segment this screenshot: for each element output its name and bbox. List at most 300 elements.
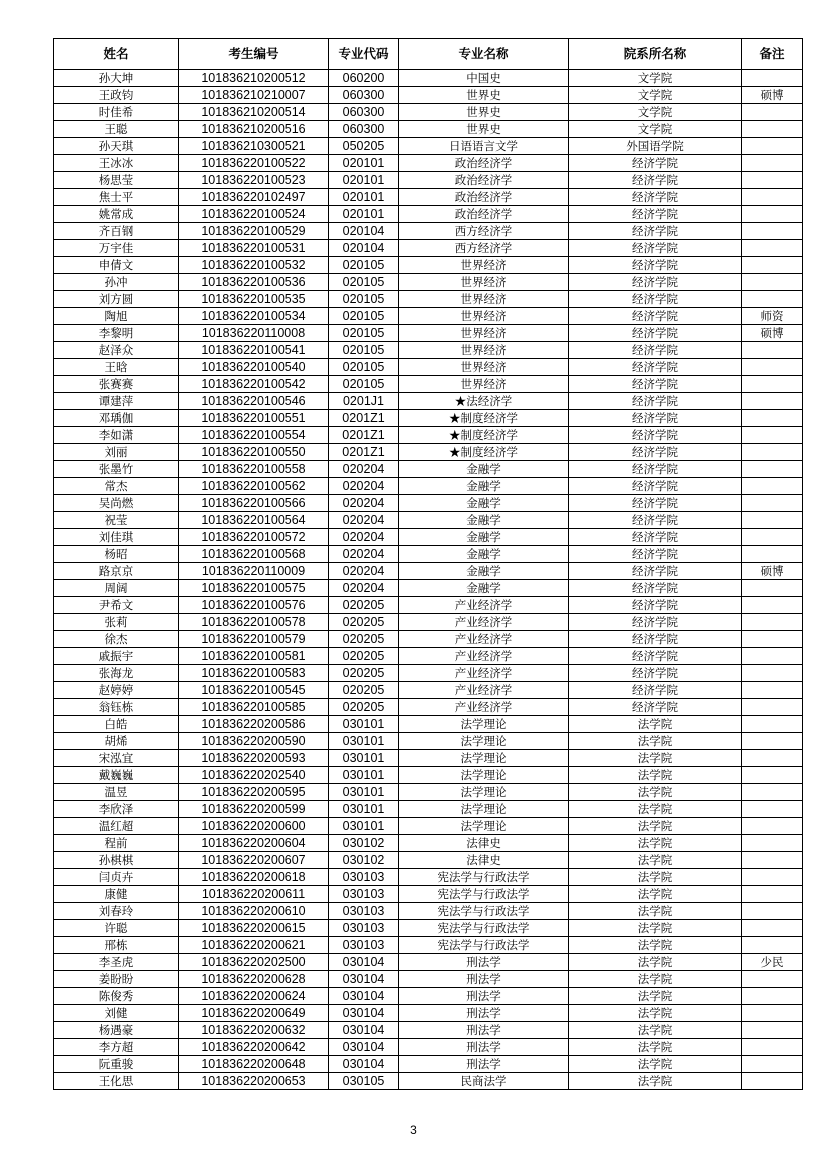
cell-name: 张莉 [54, 614, 179, 631]
cell-department: 经济学院 [569, 597, 742, 614]
cell-name: 张海龙 [54, 665, 179, 682]
cell-remark [742, 172, 803, 189]
cell-name: 陈俊秀 [54, 988, 179, 1005]
table-row [54, 597, 803, 614]
cell-major-code: 020101 [329, 155, 399, 172]
table-row [54, 1005, 803, 1022]
cell-remark [742, 512, 803, 529]
cell-name: 刘春玲 [54, 903, 179, 920]
cell-major-name: 宪法学与行政法学 [399, 886, 569, 903]
cell-major-code: 030103 [329, 886, 399, 903]
cell-remark [742, 614, 803, 631]
cell-major-name: 政治经济学 [399, 206, 569, 223]
cell-major-name: 世界史 [399, 121, 569, 138]
cell-major-code: 030101 [329, 801, 399, 818]
table-row [54, 971, 803, 988]
cell-name: 尹希文 [54, 597, 179, 614]
table-row [54, 750, 803, 767]
cell-candidate-id: 101836220200624 [179, 988, 329, 1005]
cell-name: 刘方圆 [54, 291, 179, 308]
cell-major-code: 0201Z1 [329, 444, 399, 461]
cell-name: 刘健 [54, 1005, 179, 1022]
cell-candidate-id: 101836220100532 [179, 257, 329, 274]
cell-candidate-id: 101836210210007 [179, 87, 329, 104]
cell-major-code: 050205 [329, 138, 399, 155]
cell-remark [742, 376, 803, 393]
header-remark: 备注 [742, 39, 803, 70]
cell-candidate-id: 101836210200514 [179, 104, 329, 121]
table-row [54, 342, 803, 359]
cell-remark [742, 971, 803, 988]
cell-remark [742, 835, 803, 852]
cell-major-code: 020105 [329, 291, 399, 308]
cell-major-code: 020205 [329, 631, 399, 648]
cell-major-code: 020205 [329, 699, 399, 716]
cell-remark [742, 1039, 803, 1056]
cell-candidate-id: 101836210200516 [179, 121, 329, 138]
cell-major-code: 020204 [329, 512, 399, 529]
cell-department: 法学院 [569, 750, 742, 767]
cell-remark [742, 410, 803, 427]
cell-remark [742, 359, 803, 376]
cell-remark [742, 478, 803, 495]
cell-major-name: 金融学 [399, 546, 569, 563]
header-major-name: 专业名称 [399, 39, 569, 70]
table-row [54, 121, 803, 138]
cell-major-name: 法学理论 [399, 801, 569, 818]
table-row [54, 325, 803, 342]
cell-candidate-id: 101836220100572 [179, 529, 329, 546]
cell-name: 焦士平 [54, 189, 179, 206]
cell-department: 经济学院 [569, 376, 742, 393]
cell-department: 外国语学院 [569, 138, 742, 155]
cell-name: 李如潇 [54, 427, 179, 444]
cell-remark [742, 257, 803, 274]
cell-major-code: 060300 [329, 121, 399, 138]
cell-name: 阮重骏 [54, 1056, 179, 1073]
cell-major-name: 法学理论 [399, 733, 569, 750]
cell-candidate-id: 101836220100542 [179, 376, 329, 393]
cell-department: 文学院 [569, 70, 742, 87]
table-row [54, 444, 803, 461]
cell-remark [742, 597, 803, 614]
cell-major-name: 宪法学与行政法学 [399, 920, 569, 937]
cell-remark: 硕博 [742, 87, 803, 104]
table-row [54, 852, 803, 869]
cell-remark [742, 699, 803, 716]
table-row [54, 716, 803, 733]
cell-department: 经济学院 [569, 512, 742, 529]
cell-major-name: 政治经济学 [399, 172, 569, 189]
cell-name: 杨思莹 [54, 172, 179, 189]
cell-department: 经济学院 [569, 665, 742, 682]
cell-major-name: 刑法学 [399, 1005, 569, 1022]
cell-name: 王晗 [54, 359, 179, 376]
cell-remark [742, 937, 803, 954]
cell-name: 刘佳琪 [54, 529, 179, 546]
cell-remark [742, 920, 803, 937]
cell-candidate-id: 101836220100546 [179, 393, 329, 410]
header-department: 院系所名称 [569, 39, 742, 70]
cell-candidate-id: 101836220100541 [179, 342, 329, 359]
cell-candidate-id: 101836220100575 [179, 580, 329, 597]
cell-major-code: 030104 [329, 988, 399, 1005]
cell-remark [742, 1056, 803, 1073]
cell-major-name: 刑法学 [399, 1039, 569, 1056]
cell-name: 常杰 [54, 478, 179, 495]
cell-candidate-id: 101836220200586 [179, 716, 329, 733]
cell-department: 法学院 [569, 801, 742, 818]
cell-name: 周阔 [54, 580, 179, 597]
cell-major-code: 030102 [329, 852, 399, 869]
cell-department: 经济学院 [569, 274, 742, 291]
cell-candidate-id: 101836220200604 [179, 835, 329, 852]
cell-major-name: 产业经济学 [399, 682, 569, 699]
cell-name: 张赛赛 [54, 376, 179, 393]
cell-remark [742, 223, 803, 240]
cell-major-name: 世界经济 [399, 342, 569, 359]
cell-candidate-id: 101836220200607 [179, 852, 329, 869]
cell-department: 经济学院 [569, 155, 742, 172]
table-row [54, 274, 803, 291]
cell-remark [742, 206, 803, 223]
cell-major-code: 020205 [329, 682, 399, 699]
cell-name: 路京京 [54, 563, 179, 580]
table-row [54, 240, 803, 257]
cell-major-name: 世界史 [399, 87, 569, 104]
cell-name: 刘丽 [54, 444, 179, 461]
cell-major-name: 世界经济 [399, 376, 569, 393]
cell-remark [742, 648, 803, 665]
table-row [54, 886, 803, 903]
table-row [54, 206, 803, 223]
cell-major-name: ★制度经济学 [399, 410, 569, 427]
cell-name: 温红超 [54, 818, 179, 835]
cell-department: 经济学院 [569, 682, 742, 699]
cell-major-code: 0201J1 [329, 393, 399, 410]
table-row [54, 682, 803, 699]
cell-major-name: 产业经济学 [399, 631, 569, 648]
cell-department: 经济学院 [569, 546, 742, 563]
cell-department: 法学院 [569, 835, 742, 852]
table-row [54, 104, 803, 121]
cell-department: 经济学院 [569, 563, 742, 580]
cell-department: 法学院 [569, 954, 742, 971]
cell-major-code: 030104 [329, 1039, 399, 1056]
cell-name: 齐百钢 [54, 223, 179, 240]
cell-department: 经济学院 [569, 461, 742, 478]
cell-department: 文学院 [569, 87, 742, 104]
cell-remark [742, 546, 803, 563]
cell-major-name: 产业经济学 [399, 614, 569, 631]
cell-department: 经济学院 [569, 410, 742, 427]
cell-name: 许聪 [54, 920, 179, 937]
cell-name: 白皓 [54, 716, 179, 733]
table-row [54, 546, 803, 563]
cell-remark: 硕博 [742, 325, 803, 342]
cell-major-code: 020204 [329, 461, 399, 478]
table-row [54, 257, 803, 274]
cell-candidate-id: 101836220100554 [179, 427, 329, 444]
cell-candidate-id: 101836220200593 [179, 750, 329, 767]
cell-name: 祝莹 [54, 512, 179, 529]
cell-department: 法学院 [569, 988, 742, 1005]
cell-candidate-id: 101836220100540 [179, 359, 329, 376]
cell-candidate-id: 101836220100536 [179, 274, 329, 291]
cell-major-name: 世界经济 [399, 308, 569, 325]
table-row [54, 869, 803, 886]
cell-candidate-id: 101836220100583 [179, 665, 329, 682]
cell-name: 孙天琪 [54, 138, 179, 155]
cell-remark [742, 529, 803, 546]
cell-major-name: 法学理论 [399, 716, 569, 733]
cell-remark [742, 733, 803, 750]
cell-remark [742, 631, 803, 648]
cell-remark [742, 886, 803, 903]
cell-department: 法学院 [569, 767, 742, 784]
table-row [54, 410, 803, 427]
cell-remark [742, 801, 803, 818]
cell-candidate-id: 101836220100566 [179, 495, 329, 512]
cell-major-code: 060300 [329, 104, 399, 121]
cell-major-name: 法学理论 [399, 818, 569, 835]
page-number: 3 [410, 1123, 417, 1137]
cell-department: 法学院 [569, 1073, 742, 1090]
cell-department: 经济学院 [569, 325, 742, 342]
cell-remark [742, 427, 803, 444]
cell-name: 赵泽众 [54, 342, 179, 359]
cell-candidate-id: 101836220100524 [179, 206, 329, 223]
cell-department: 法学院 [569, 971, 742, 988]
table-row [54, 767, 803, 784]
cell-name: 戚振宇 [54, 648, 179, 665]
cell-major-name: 刑法学 [399, 971, 569, 988]
cell-candidate-id: 101836210300521 [179, 138, 329, 155]
cell-name: 王冰冰 [54, 155, 179, 172]
cell-major-name: 民商法学 [399, 1073, 569, 1090]
cell-name: 孙大坤 [54, 70, 179, 87]
cell-major-name: 宪法学与行政法学 [399, 869, 569, 886]
cell-candidate-id: 101836220202540 [179, 767, 329, 784]
cell-name: 孙冲 [54, 274, 179, 291]
cell-remark [742, 716, 803, 733]
cell-major-name: 刑法学 [399, 988, 569, 1005]
cell-major-name: 法学理论 [399, 767, 569, 784]
cell-candidate-id: 101836220200649 [179, 1005, 329, 1022]
cell-department: 经济学院 [569, 648, 742, 665]
cell-candidate-id: 101836220100523 [179, 172, 329, 189]
cell-department: 经济学院 [569, 495, 742, 512]
cell-remark: 硕博 [742, 563, 803, 580]
cell-major-code: 060300 [329, 87, 399, 104]
cell-name: 邓瑀伽 [54, 410, 179, 427]
table-row [54, 631, 803, 648]
cell-remark [742, 1022, 803, 1039]
cell-major-code: 020105 [329, 308, 399, 325]
cell-major-name: 金融学 [399, 512, 569, 529]
cell-department: 经济学院 [569, 580, 742, 597]
cell-major-name: ★制度经济学 [399, 427, 569, 444]
table-row [54, 733, 803, 750]
cell-department: 文学院 [569, 121, 742, 138]
cell-candidate-id: 101836220200628 [179, 971, 329, 988]
table-row [54, 1022, 803, 1039]
header-candidate-id: 考生编号 [179, 39, 329, 70]
cell-remark [742, 461, 803, 478]
table-row [54, 376, 803, 393]
cell-name: 吴尚燃 [54, 495, 179, 512]
cell-major-code: 030101 [329, 733, 399, 750]
cell-candidate-id: 101836220200653 [179, 1073, 329, 1090]
cell-major-name: 金融学 [399, 563, 569, 580]
cell-candidate-id: 101836220200590 [179, 733, 329, 750]
cell-major-code: 030101 [329, 716, 399, 733]
table-row [54, 954, 803, 971]
cell-remark [742, 869, 803, 886]
cell-name: 时佳希 [54, 104, 179, 121]
cell-candidate-id: 101836220100568 [179, 546, 329, 563]
cell-major-name: 世界经济 [399, 359, 569, 376]
cell-name: 申倩文 [54, 257, 179, 274]
cell-remark [742, 495, 803, 512]
cell-candidate-id: 101836220200642 [179, 1039, 329, 1056]
cell-remark [742, 104, 803, 121]
cell-name: 程前 [54, 835, 179, 852]
cell-candidate-id: 101836220202500 [179, 954, 329, 971]
cell-name: 谭建萍 [54, 393, 179, 410]
cell-major-name: 政治经济学 [399, 155, 569, 172]
cell-major-code: 020205 [329, 597, 399, 614]
cell-department: 经济学院 [569, 444, 742, 461]
cell-department: 经济学院 [569, 223, 742, 240]
cell-major-name: 西方经济学 [399, 240, 569, 257]
cell-major-code: 020204 [329, 478, 399, 495]
cell-major-code: 0201Z1 [329, 427, 399, 444]
cell-remark [742, 580, 803, 597]
cell-major-name: 产业经济学 [399, 597, 569, 614]
table-row [54, 427, 803, 444]
cell-department: 经济学院 [569, 699, 742, 716]
cell-name: 李圣虎 [54, 954, 179, 971]
cell-major-code: 020105 [329, 257, 399, 274]
cell-department: 经济学院 [569, 257, 742, 274]
cell-department: 法学院 [569, 733, 742, 750]
cell-candidate-id: 101836220100562 [179, 478, 329, 495]
cell-major-code: 030104 [329, 1056, 399, 1073]
cell-major-code: 020105 [329, 342, 399, 359]
cell-major-name: 世界经济 [399, 257, 569, 274]
cell-department: 法学院 [569, 886, 742, 903]
cell-name: 姜盼盼 [54, 971, 179, 988]
cell-major-name: 金融学 [399, 580, 569, 597]
table-row [54, 580, 803, 597]
cell-major-name: 中国史 [399, 70, 569, 87]
cell-name: 翁钰栋 [54, 699, 179, 716]
cell-major-name: 日语语言文学 [399, 138, 569, 155]
cell-major-name: 产业经济学 [399, 699, 569, 716]
cell-major-code: 030103 [329, 937, 399, 954]
cell-department: 法学院 [569, 852, 742, 869]
cell-remark [742, 342, 803, 359]
table-row [54, 359, 803, 376]
cell-department: 法学院 [569, 716, 742, 733]
table-row [54, 563, 803, 580]
table-row [54, 699, 803, 716]
table-row [54, 614, 803, 631]
cell-name: 胡烯 [54, 733, 179, 750]
cell-remark [742, 852, 803, 869]
cell-major-code: 020204 [329, 563, 399, 580]
cell-department: 经济学院 [569, 393, 742, 410]
cell-major-name: 产业经济学 [399, 665, 569, 682]
cell-major-code: 030105 [329, 1073, 399, 1090]
cell-major-code: 020105 [329, 359, 399, 376]
cell-major-code: 020105 [329, 325, 399, 342]
cell-name: 杨遇豪 [54, 1022, 179, 1039]
cell-candidate-id: 101836220100579 [179, 631, 329, 648]
cell-department: 经济学院 [569, 614, 742, 631]
table-row [54, 393, 803, 410]
cell-department: 经济学院 [569, 240, 742, 257]
cell-major-code: 030104 [329, 954, 399, 971]
cell-candidate-id: 101836220100550 [179, 444, 329, 461]
table-row [54, 478, 803, 495]
cell-candidate-id: 101836220200618 [179, 869, 329, 886]
cell-department: 法学院 [569, 903, 742, 920]
cell-remark [742, 291, 803, 308]
cell-candidate-id: 101836220200600 [179, 818, 329, 835]
cell-major-code: 020104 [329, 240, 399, 257]
cell-name: 戴巍巍 [54, 767, 179, 784]
cell-major-name: 刑法学 [399, 954, 569, 971]
cell-remark: 少民 [742, 954, 803, 971]
cell-remark [742, 1073, 803, 1090]
table-row [54, 189, 803, 206]
cell-candidate-id: 101836220100545 [179, 682, 329, 699]
cell-major-code: 030103 [329, 869, 399, 886]
cell-name: 闫贞卉 [54, 869, 179, 886]
cell-name: 徐杰 [54, 631, 179, 648]
cell-candidate-id: 101836220100529 [179, 223, 329, 240]
cell-department: 法学院 [569, 818, 742, 835]
table-row [54, 495, 803, 512]
cell-candidate-id: 101836220200610 [179, 903, 329, 920]
cell-major-code: 030101 [329, 784, 399, 801]
cell-name: 杨昭 [54, 546, 179, 563]
table-row [54, 903, 803, 920]
cell-name: 陶旭 [54, 308, 179, 325]
cell-name: 王政钧 [54, 87, 179, 104]
cell-remark [742, 393, 803, 410]
cell-major-code: 0201Z1 [329, 410, 399, 427]
cell-candidate-id: 101836220200611 [179, 886, 329, 903]
cell-candidate-id: 101836220100581 [179, 648, 329, 665]
cell-candidate-id: 101836220200615 [179, 920, 329, 937]
table-row [54, 988, 803, 1005]
cell-name: 赵婷婷 [54, 682, 179, 699]
cell-major-name: 世界经济 [399, 325, 569, 342]
cell-department: 经济学院 [569, 342, 742, 359]
cell-remark [742, 70, 803, 87]
table-row [54, 512, 803, 529]
cell-remark [742, 1005, 803, 1022]
cell-major-code: 030101 [329, 818, 399, 835]
cell-major-code: 020105 [329, 274, 399, 291]
cell-major-name: 宪法学与行政法学 [399, 903, 569, 920]
cell-candidate-id: 101836220200632 [179, 1022, 329, 1039]
cell-major-code: 030101 [329, 750, 399, 767]
cell-remark [742, 818, 803, 835]
